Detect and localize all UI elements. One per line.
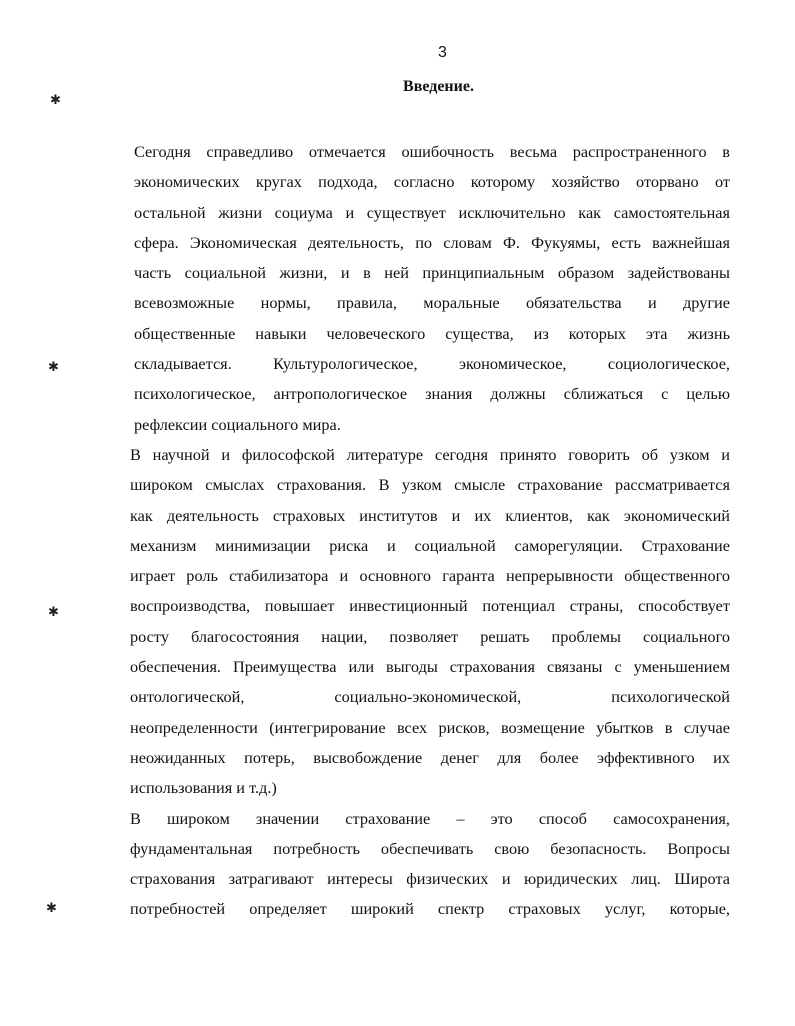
text-line: складывается. Культурологическое, экономическое, социологическое, xyxy=(134,354,730,374)
text-line: неожиданных потерь, высвобождение денег для более эффективного их xyxy=(130,747,730,767)
text-line: играет роль стабилизатора и основного гаранта непрерывности общественного xyxy=(130,566,730,586)
text-line: страхования затрагивают интересы физических и юридических лиц. Широта xyxy=(130,869,730,889)
text-line: сфера. Экономическая деятельность, по словам Ф. Фукуямы, есть важнейшая xyxy=(134,232,730,252)
text-line: потребностей определяет широкий спектр страховых услуг, которые, xyxy=(130,899,730,919)
paragraph-1 xyxy=(130,137,730,440)
text-line: использования и т.д.) xyxy=(130,778,277,798)
text-line: В научной и философской литературе сегодня принято говорить об узком и xyxy=(130,444,730,464)
text-line: всевозможные нормы, правила, моральные обязательства и другие xyxy=(134,293,730,313)
page-number: 3 xyxy=(438,44,447,61)
text-line: Сегодня справедливо отмечается ошибочность весьма распространенного в xyxy=(134,142,730,161)
text-line: онтологической, социально-экономической, психологической xyxy=(130,687,730,707)
text-line: воспроизводства, повышает инвестиционный потенциал страны, способствует xyxy=(130,596,730,616)
text-line: экономических кругах подхода, согласно которому хозяйство оторвано от xyxy=(134,172,730,192)
scan-mark-icon: ✱ xyxy=(48,605,59,620)
paragraph-3 xyxy=(130,804,730,925)
text-line: часть социальной жизни, и в ней принципиальным образом задействованы xyxy=(134,263,730,283)
paragraph-2 xyxy=(130,440,730,804)
text-line: росту благосостояния нации, позволяет решать проблемы социального xyxy=(130,626,730,646)
text-line: неопределенности (интегрирование всех рисков, возмещение убытков в случае xyxy=(130,717,730,737)
text-line: как деятельность страховых институтов и их клиентов, как экономический xyxy=(130,505,730,525)
text-line: обеспечения. Преимущества или выгоды страхования связаны с уменьшением xyxy=(130,657,730,677)
text-line: В широком значении страхование – это способ самосохранения, xyxy=(130,808,730,828)
scan-mark-icon: ✱ xyxy=(46,901,57,916)
text-line: психологическое, антропологическое знания должны сближаться с целью xyxy=(134,384,730,404)
text-line: широком смыслах страхования. В узком смысле страхование рассматривается xyxy=(130,475,730,495)
text-line: механизм минимизации риска и социальной саморегуляции. Страхование xyxy=(130,535,730,555)
scan-mark-icon: ✱ xyxy=(48,360,59,375)
text-line: остальной жизни социума и существует исключительно как самостоятельная xyxy=(134,202,730,222)
text-line: фундаментальная потребность обеспечивать свою безопасность. Вопросы xyxy=(130,838,730,858)
scan-mark-icon: ✱ xyxy=(50,93,61,108)
text-line: общественные навыки человеческого существа, из которых эта жизнь xyxy=(134,323,730,343)
text-line: рефлексии социального мира. xyxy=(134,414,341,434)
body-text xyxy=(130,137,730,925)
section-heading: Введение. xyxy=(403,78,474,95)
